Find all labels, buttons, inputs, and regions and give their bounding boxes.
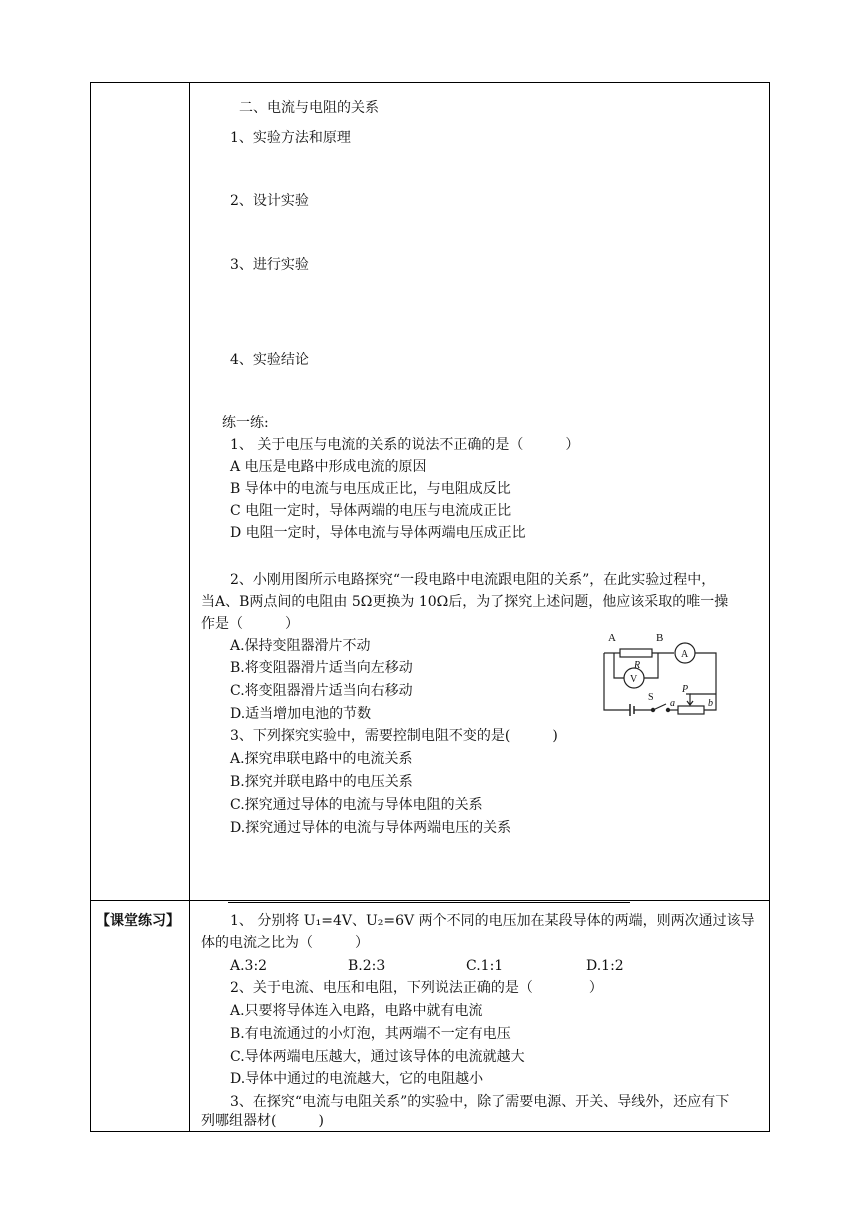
classroom-q2-option-b: B.有电流通过的小灯泡，其两端不一定有电压 <box>230 1026 511 1042</box>
circuit-label-s: S <box>648 692 654 703</box>
classroom-label: 【课堂练习】 <box>96 913 180 929</box>
table-border-right <box>769 82 770 1132</box>
section-item-4: 4、实验结论 <box>230 352 309 368</box>
table-border-top <box>90 82 770 83</box>
section-item-3: 3、进行实验 <box>230 257 309 273</box>
practice-title: 练一练: <box>222 415 269 431</box>
practice-q2-option-b: B.将变阻器滑片适当向左移动 <box>230 660 413 676</box>
practice-q1-option-d: D 电阻一定时，导体电流与导体两端电压成正比 <box>230 525 526 541</box>
practice-q3-stem: 3、下列探究实验中，需要控制电阻不变的是( ) <box>230 728 558 744</box>
rheostat-symbol <box>678 706 704 714</box>
circuit-label-slider-b: b <box>708 698 713 709</box>
circuit-label-p: P <box>682 684 689 695</box>
circuit-label-b: B <box>656 632 664 644</box>
section-item-1: 1、实验方法和原理 <box>230 130 351 146</box>
practice-q1-option-c: C 电阻一定时，导体两端的电压与电流成正比 <box>230 503 512 519</box>
classroom-q1-stem-line2: 体的电流之比为（ ） <box>201 935 369 951</box>
classroom-q2-option-c: C.导体两端电压越大，通过该导体的电流就越大 <box>230 1049 525 1065</box>
resistor-r <box>620 649 652 657</box>
practice-q1-option-b: B 导体中的电流与电压成正比，与电阻成反比 <box>230 481 511 497</box>
section-divider-line <box>228 902 630 903</box>
practice-q2-stem-line3: 作是（ ） <box>201 616 299 632</box>
classroom-q3-stem-line2: 列哪组器材( ) <box>201 1113 324 1129</box>
classroom-q2-option-d: D.导体中通过的电流越大，它的电阻越小 <box>230 1071 484 1087</box>
classroom-q1-option-d: D.1:2 <box>586 958 624 974</box>
circuit-label-a: A <box>608 632 616 644</box>
practice-q3-option-b: B.探究并联电路中的电压关系 <box>230 774 413 790</box>
classroom-q2-option-a: A.只要将导体连入电路，电路中就有电流 <box>230 1003 483 1019</box>
classroom-q3-stem-line1: 3、在探究“电流与电阻关系”的实验中，除了需要电源、开关、导线外，还应有下 <box>230 1094 730 1110</box>
practice-q2-option-a: A.保持变阻器滑片不动 <box>230 638 371 654</box>
circuit-label-voltmeter: V <box>630 674 638 685</box>
circuit-label-r: R <box>634 660 641 671</box>
table-border-left <box>90 82 91 1132</box>
practice-q2-stem-line2: 当A、B两点间的电阻由 5Ω更换为 10Ω后，为了探究上述问题，他应该采取的唯一操 <box>201 594 729 610</box>
section-heading: 二、电流与电阻的关系 <box>239 100 379 116</box>
circuit-label-ammeter: A <box>681 649 689 660</box>
classroom-q2-stem: 2、关于电流、电压和电阻，下列说法正确的是（ ） <box>230 980 603 996</box>
circuit-label-slider-a: a <box>670 698 675 709</box>
table-border-bottom <box>90 1131 770 1132</box>
practice-q3-option-a: A.探究串联电路中的电流关系 <box>230 751 413 767</box>
classroom-q1-option-c: C.1:1 <box>466 958 504 974</box>
switch-symbol <box>653 704 666 710</box>
practice-q2-option-d: D.适当增加电池的节数 <box>230 706 372 722</box>
practice-q3-option-c: C.探究通过导体的电流与导体电阻的关系 <box>230 797 483 813</box>
practice-q1-stem: 1、 关于电压与电流的关系的说法不正确的是（ ） <box>230 437 580 453</box>
section-item-2: 2、设计实验 <box>230 193 309 209</box>
practice-q3-option-d: D.探究通过导体的电流与导体两端电压的关系 <box>230 820 512 836</box>
practice-q2-option-c: C.将变阻器滑片适当向右移动 <box>230 683 413 699</box>
table-border-divider <box>189 82 190 1132</box>
practice-q2-stem-line1: 2、小刚用图所示电路探究“一段电路中电流跟电阻的关系”，在此实验过程中， <box>230 572 716 588</box>
battery-symbol <box>630 704 634 716</box>
practice-q1-option-a: A 电压是电路中形成电流的原因 <box>230 459 427 475</box>
classroom-q1-option-a: A.3:2 <box>230 958 268 974</box>
circuit-diagram <box>590 628 730 724</box>
classroom-q1-option-b: B.2:3 <box>348 958 386 974</box>
classroom-q1-stem-line1: 1、 分别将 U₁=4V、U₂=6V 两个不同的电压加在某段导体的两端，则两次通过该导 <box>230 913 755 929</box>
table-row-divider <box>90 900 770 901</box>
